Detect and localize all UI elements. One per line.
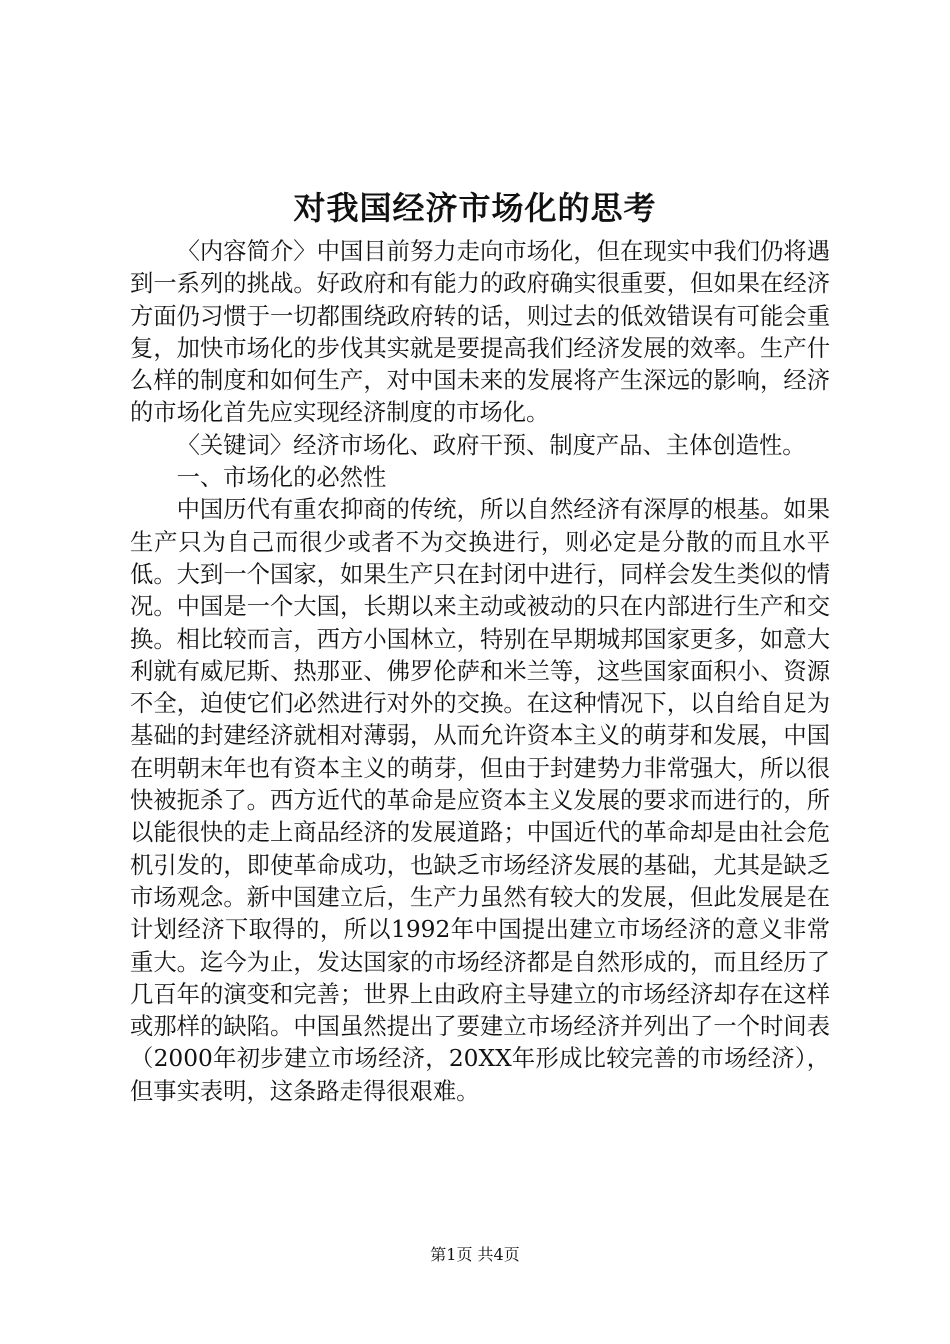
document-body [130, 236, 830, 1108]
abstract-paragraph: 〈内容简介〉中国目前努力走向市场化，但在现实中我们仍将遇到一系列的挑战。好政府和有能力的政府确实很重要，但如果在经济方面仍习惯于一切都围绕政府转的话，则过去的低效错误有可能会重复，加快市场化的步伐其实就是要提高我们经济发展的效率。生产什么样的制度和如何生产，对中国未来的发展将产生深远的影响，经济的市场化首先应实现经济制度的市场化。 [130, 238, 830, 427]
section-heading: 一、市场化的必然性 [176, 464, 387, 492]
document-title: 对我国经济市场化的思考 [293, 189, 657, 227]
page-footer: 第1页 共4页 [430, 1245, 520, 1264]
body-paragraph: 中国历代有重农抑商的传统，所以自然经济有深厚的根基。如果生产只为自己而很少或者不为交换进行，则必定是分散的而且水平低。大到一个国家，如果生产只在封闭中进行，同样会发生类似的情况。中国是一个大国，长期以来主动或被动的只在内部进行生产和交换。相比较而言，西方小国林立，特别在早期城邦国家更多，如意大利就有威尼斯、热那亚、佛罗伦萨和米兰等，这些国家面积小、资源不全，迫使它们必然进行对外的交换。在这种情况下，以自给自足为基础的封建经济就相对薄弱，从而允许资本主义的萌芽和发展，中国在明朝末年也有资本主义的萌芽，但由于封建势力非常强大，所以很快被扼杀了。西方近代的革命是应资本主义发展的要求而进行的，所以能很快的走上商品经济的发展道路；中国近代的革命却是由社会危机引发的，即使革命成功，也缺乏市场经济发展的基础，尤其是缺乏市场观念。新中国建立后，生产力虽然有较大的发展，但此发展是在计划经济下取得的，所以1992年中国提出建立市场经济的意义非常重大。迄今为止，发达国家的市场经济都是自然形成的，而且经历了几百年的演变和完善；世界上由政府主导建立的市场经济却存在这样或那样的缺陷。中国虽然提出了要建立市场经济并列出了一个时间表（2000年初步建立市场经济，20XX年形成比较完善的市场经济），但事实表明，这条路走得很艰难。 [130, 496, 830, 1105]
keywords-paragraph: 〈关键词〉经济市场化、政府干预、制度产品、主体创造性。 [176, 431, 806, 459]
